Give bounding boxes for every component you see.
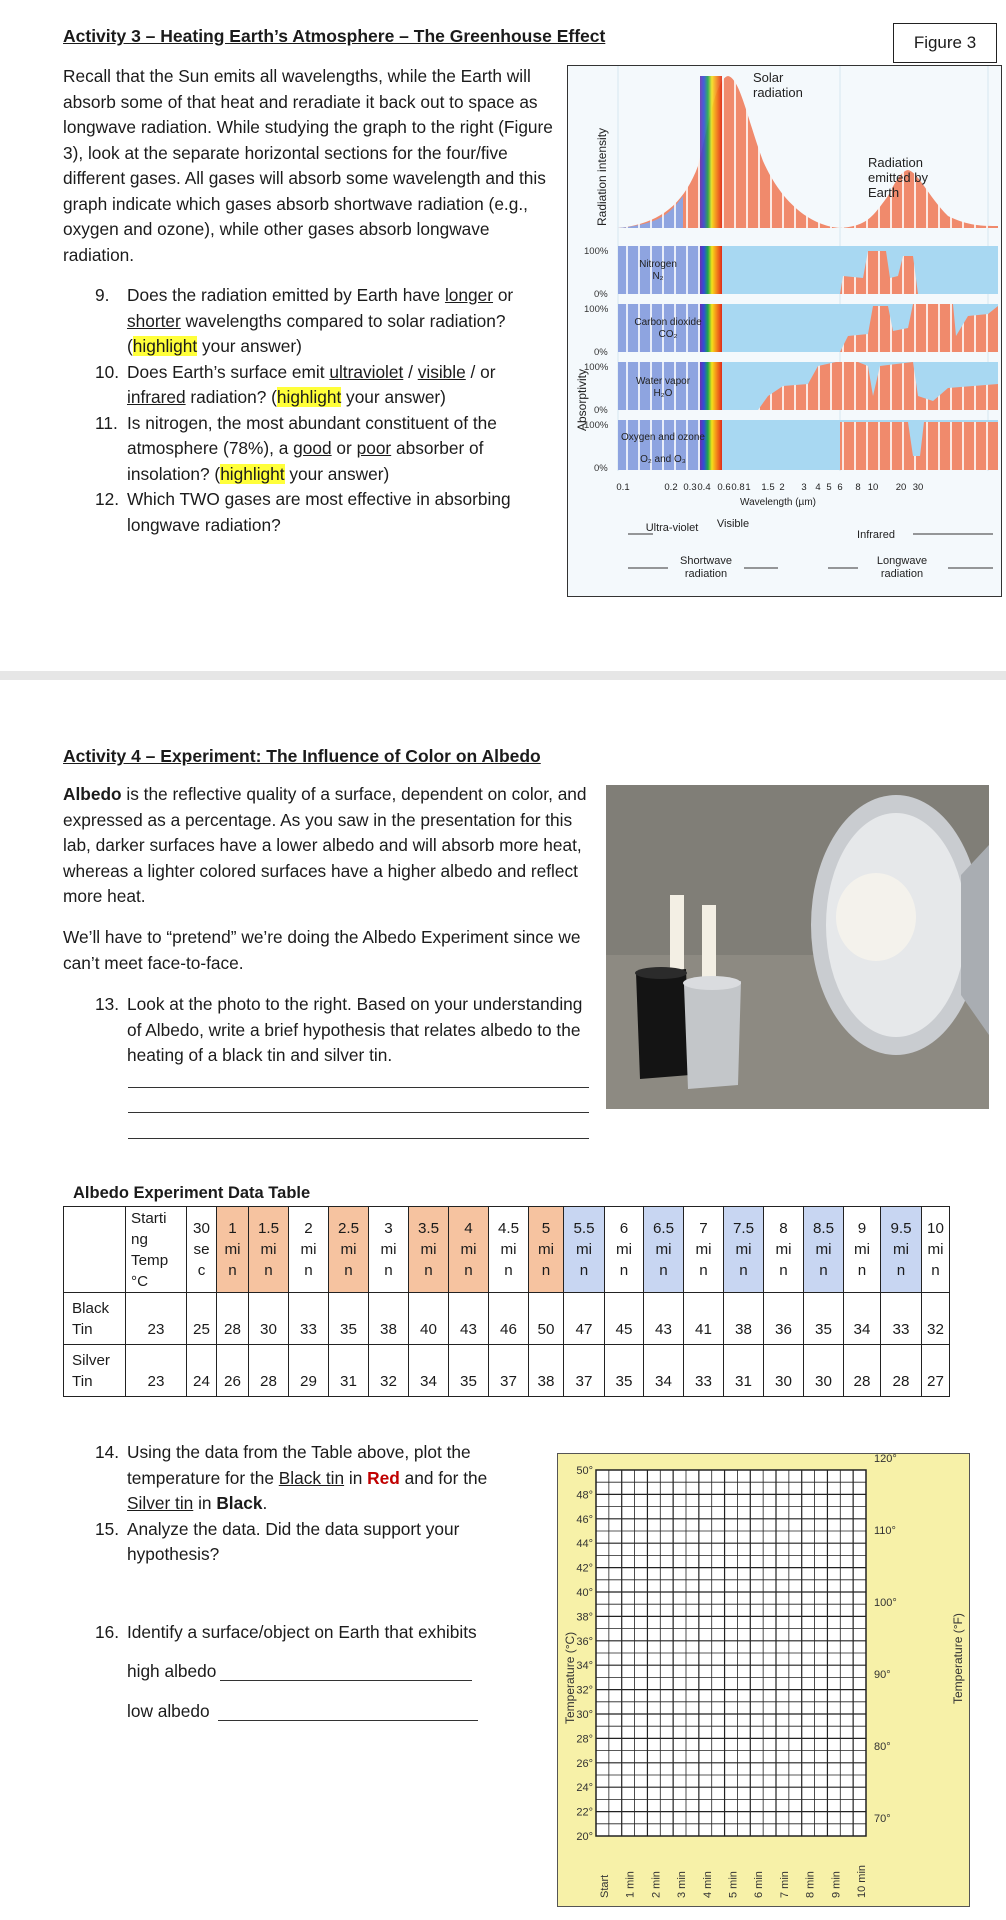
svg-text:0%: 0% xyxy=(594,405,608,416)
time-header-14: 7.5 mi n xyxy=(724,1207,764,1293)
activity3-title: Activity 3 – Heating Earth’s Atmosphere – The Greenhouse Effect xyxy=(63,26,606,46)
time-header-2: 1.5 mi n xyxy=(249,1207,289,1293)
black-tin-value: 43 xyxy=(644,1293,684,1345)
silver-tin-value: 33 xyxy=(684,1345,724,1397)
option-infrared[interactable]: infrared xyxy=(127,387,186,407)
svg-text:1.5: 1.5 xyxy=(761,482,775,493)
celsius-tick: 36° xyxy=(576,1635,593,1648)
celsius-tick: 44° xyxy=(576,1538,593,1551)
band-longwave-2: radiation xyxy=(880,568,924,580)
gas-label-nitrogen: Nitrogen xyxy=(639,259,677,270)
svg-text:0.8: 0.8 xyxy=(731,482,745,493)
hypothesis-answer-line-2[interactable] xyxy=(128,1112,589,1113)
celsius-tick: 48° xyxy=(576,1489,593,1502)
celsius-tick: 24° xyxy=(576,1782,593,1795)
black-tin-value: 46 xyxy=(489,1293,529,1345)
black-tin-value: 45 xyxy=(605,1293,644,1345)
fahrenheit-tick: 110° xyxy=(874,1525,896,1537)
svg-text:H₂O: H₂O xyxy=(653,388,673,399)
black-tin-value: 32 xyxy=(922,1293,950,1345)
figure3-label: Figure 3 xyxy=(913,33,977,52)
black-tin-value: 28 xyxy=(217,1293,249,1345)
question-14: 14. Using the data from the Table above, plot the temperature for the Black tin in Red and for the Silver tin in Black. xyxy=(95,1442,488,1513)
black-tin-value: 30 xyxy=(249,1293,289,1345)
svg-text:0%: 0% xyxy=(594,347,608,358)
hypothesis-answer-line-3[interactable] xyxy=(128,1138,589,1139)
fahrenheit-tick: 80° xyxy=(874,1741,891,1753)
time-header-13: 7 mi n xyxy=(684,1207,724,1293)
celsius-tick: 28° xyxy=(576,1733,593,1746)
svg-text:3: 3 xyxy=(801,482,807,493)
time-tick: 8 min xyxy=(804,1871,817,1898)
celsius-tick: 38° xyxy=(576,1611,593,1624)
wavelength-label: Wavelength (µm) xyxy=(740,497,816,508)
black-tin-value: 33 xyxy=(289,1293,329,1345)
svg-text:2: 2 xyxy=(779,482,785,493)
silver-tin-value: 28 xyxy=(249,1345,289,1397)
silver-tin-value: 30 xyxy=(764,1345,804,1397)
silver-tin-value: 31 xyxy=(724,1345,764,1397)
svg-text:0.6: 0.6 xyxy=(717,482,731,493)
svg-text:5: 5 xyxy=(826,482,832,493)
time-header-4: 2.5 mi n xyxy=(329,1207,369,1293)
solar-label-1: Solar xyxy=(753,70,784,85)
black-tin-value: 33 xyxy=(881,1293,922,1345)
svg-text:4: 4 xyxy=(815,482,821,493)
time-header-12: 6.5 mi n xyxy=(644,1207,684,1293)
celsius-tick: 42° xyxy=(576,1562,593,1575)
silver-tin-value: 35 xyxy=(449,1345,489,1397)
silver-tin-value: 37 xyxy=(564,1345,605,1397)
celsius-tick: 32° xyxy=(576,1684,593,1697)
silver-tin-start: 23 xyxy=(126,1345,187,1397)
question-12: 12. Which TWO gases are most effective in absorbing longwave radiation? xyxy=(95,489,511,535)
question-13: 13. Look at the photo to the right. Based on your understanding of Albedo, write a brief hypothesis that relates albedo to the heating of a black tin and silver tin. xyxy=(95,994,583,1065)
earth-label-2: emitted by xyxy=(868,170,928,185)
activity3-intro: Recall that the Sun emits all wavelengths, while the Earth will absorb some of that heat and reradiate it back out to space as longwave radiation. While studying the graph to the right (Figure 3), look at the separate horizontal sections for the four/five different gases. All gases will absorb some wavelength and this graph indicate which gases absorb shortwave radiation (e.g., oxygen and ozone), while other gases absorb longwave radiation. xyxy=(63,66,553,265)
gas-label-oxygen-ozone: Oxygen and ozone xyxy=(621,432,705,443)
time-header-6: 3.5 mi n xyxy=(409,1207,449,1293)
black-tin-value: 35 xyxy=(804,1293,844,1345)
silver-tin-value: 38 xyxy=(529,1345,564,1397)
band-longwave-1: Longwave xyxy=(876,555,928,567)
albedo-data-table xyxy=(63,1206,950,1397)
celsius-tick: 30° xyxy=(576,1709,593,1721)
svg-text:0.4: 0.4 xyxy=(697,482,711,493)
svg-text:8: 8 xyxy=(855,482,861,493)
time-tick: 2 min xyxy=(650,1871,663,1898)
option-longer[interactable]: longer xyxy=(444,285,494,305)
black-tin-value: 25 xyxy=(187,1293,217,1345)
svg-text:6: 6 xyxy=(837,482,843,493)
albedo-experiment-photo xyxy=(606,785,989,1109)
svg-text:0.3: 0.3 xyxy=(683,482,697,493)
band-visible: Visible xyxy=(716,518,750,530)
band-shortwave-2: radiation xyxy=(684,568,728,580)
start-temp-header: Starti ng Temp °C xyxy=(126,1207,187,1293)
time-header-3: 2 mi n xyxy=(289,1207,329,1293)
option-shorter[interactable]: shorter xyxy=(127,310,181,331)
high-albedo-answer-line[interactable] xyxy=(220,1680,472,1681)
svg-text:1: 1 xyxy=(745,482,751,493)
time-tick: 10 min xyxy=(856,1864,868,1898)
svg-text:100%: 100% xyxy=(584,362,609,373)
band-infrared: Infrared xyxy=(857,529,895,541)
svg-text:100%: 100% xyxy=(584,246,609,257)
svg-text:O₂ and O₃: O₂ and O₃ xyxy=(640,454,686,465)
fahrenheit-tick: 90° xyxy=(874,1669,891,1681)
plot-y2-label: Temperature (°F) xyxy=(951,1613,965,1704)
svg-text:30: 30 xyxy=(912,482,924,493)
svg-text:100%: 100% xyxy=(584,304,609,315)
silver-tin-value: 29 xyxy=(289,1345,329,1397)
time-header-9: 5 mi n xyxy=(529,1207,564,1293)
y-label-intensity: Radiation intensity xyxy=(595,127,609,226)
black-tin-value: 36 xyxy=(764,1293,804,1345)
black-tin-value: 38 xyxy=(724,1293,764,1345)
silver-tin-value: 32 xyxy=(369,1345,409,1397)
time-header-18: 9.5 mi n xyxy=(881,1207,922,1293)
plot-y-label: Temperature (°C) xyxy=(563,1631,577,1724)
plot-svg xyxy=(558,1454,968,1905)
band-ultraviolet: Ultra-violet xyxy=(645,522,699,534)
temperature-plot-grid[interactable] xyxy=(557,1453,970,1907)
question-15: 15. Analyze the data. Did the data support your hypothesis? xyxy=(95,1518,460,1564)
question-16-list xyxy=(95,1620,535,1646)
silver-tin-value: 31 xyxy=(329,1345,369,1397)
black-tin-value: 40 xyxy=(409,1293,449,1345)
y-label-absorptivity: Absorptivity xyxy=(575,368,589,431)
silver-tin-value: 35 xyxy=(605,1345,644,1397)
black-tin-value: 35 xyxy=(329,1293,369,1345)
figure3 xyxy=(567,65,1002,597)
silver-tin-value: 28 xyxy=(881,1345,922,1397)
svg-text:0%: 0% xyxy=(594,289,608,300)
question-11: 11. Is nitrogen, the most abundant constituent of the atmosphere (78%), a good or poor absorber of insolation? (highlight your answer) xyxy=(95,412,497,484)
time-tick: 7 min xyxy=(778,1871,791,1898)
svg-text:0%: 0% xyxy=(594,463,608,474)
activity4-title: Activity 4 – Experiment: The Influence of Color on Albedo xyxy=(63,746,541,766)
celsius-tick: 46° xyxy=(576,1513,593,1526)
time-header-10: 5.5 mi n xyxy=(564,1207,605,1293)
time-header-5: 3 mi n xyxy=(369,1207,409,1293)
gas-label-co2: Carbon dioxide xyxy=(634,317,702,328)
table-row-black-tin: Black Tin 23 25 28 30 33 35 38 40 43 46 50 47 45 43 41 38 36 35 34 33 32 xyxy=(64,1293,950,1345)
option-poor[interactable]: poor xyxy=(356,438,392,458)
fahrenheit-tick: 70° xyxy=(874,1813,891,1825)
time-tick: 9 min xyxy=(830,1871,843,1898)
time-header-16: 8.5 mi n xyxy=(804,1207,844,1293)
table-title: Albedo Experiment Data Table xyxy=(73,1184,311,1202)
celsius-tick: 34° xyxy=(576,1660,593,1673)
option-visible[interactable]: visible xyxy=(417,361,466,382)
celsius-tick: 20° xyxy=(576,1831,593,1843)
gas-label-water-vapor: Water vapor xyxy=(635,376,691,387)
time-header-8: 4.5 mi n xyxy=(489,1207,529,1293)
time-tick: 5 min xyxy=(727,1871,740,1898)
low-albedo-label: low albedo xyxy=(127,1701,210,1721)
earth-label-3: Earth xyxy=(868,185,900,200)
high-albedo-label: high albedo xyxy=(127,1661,217,1681)
black-tin-value: 50 xyxy=(529,1293,564,1345)
fahrenheit-tick: 120° xyxy=(874,1454,897,1465)
question-10: 10. Does Earth’s surface emit ultraviolet / visible / or infrared radiation? (highlight your answer) xyxy=(95,361,496,407)
time-header-19: 10 mi n xyxy=(922,1207,950,1293)
solar-label-2: radiation xyxy=(753,85,803,100)
svg-text:CO₂: CO₂ xyxy=(658,329,678,340)
question-13-list xyxy=(95,992,595,1069)
black-tin-start: 23 xyxy=(126,1293,187,1345)
table-row-silver-tin: Silver Tin 23 24 26 28 29 31 32 34 35 37 38 37 35 34 33 31 30 30 28 28 27 xyxy=(64,1345,950,1397)
pretend-note: We’ll have to “pretend” we’re doing the Albedo Experiment since we can’t meet face-to-face. xyxy=(63,927,581,973)
svg-text:20: 20 xyxy=(895,482,907,493)
silver-tin-value: 24 xyxy=(187,1345,217,1397)
svg-text:0.1: 0.1 xyxy=(616,482,630,493)
celsius-tick: 22° xyxy=(576,1806,593,1819)
svg-text:100%: 100% xyxy=(584,420,609,431)
svg-text:10: 10 xyxy=(867,482,879,493)
silver-tin-value: 30 xyxy=(804,1345,844,1397)
question-9: 9. Does the radiation emitted by Earth have longer or shorter wavelengths compared to solar radiation? (highlight your answer) xyxy=(95,285,514,356)
silver-tin-value: 28 xyxy=(844,1345,881,1397)
time-header-7: 4 mi n xyxy=(449,1207,489,1293)
svg-text:N₂: N₂ xyxy=(652,271,664,282)
fahrenheit-tick: 100° xyxy=(874,1597,897,1609)
low-albedo-answer-line[interactable] xyxy=(218,1720,478,1721)
svg-text:0.2: 0.2 xyxy=(664,482,678,493)
option-good[interactable]: good xyxy=(293,438,332,458)
time-tick: 1 min xyxy=(624,1871,637,1898)
hypothesis-answer-line-1[interactable] xyxy=(128,1087,589,1088)
time-header-15: 8 mi n xyxy=(764,1207,804,1293)
time-header-1: 1 mi n xyxy=(217,1207,249,1293)
black-tin-value: 38 xyxy=(369,1293,409,1345)
time-header-11: 6 mi n xyxy=(605,1207,644,1293)
black-tin-value: 43 xyxy=(449,1293,489,1345)
time-tick: 3 min xyxy=(676,1871,689,1898)
figure3-graphic xyxy=(568,66,1001,596)
time-header-0: 30 se c xyxy=(187,1207,217,1293)
time-tick: 6 min xyxy=(753,1871,766,1898)
time-tick: Start xyxy=(599,1874,611,1898)
black-tin-value: 47 xyxy=(564,1293,605,1345)
questions-14-16 xyxy=(95,1440,535,1568)
earth-label-1: Radiation xyxy=(868,155,923,170)
silver-tin-value: 34 xyxy=(644,1345,684,1397)
silver-tin-value: 26 xyxy=(217,1345,249,1397)
silver-tin-value: 34 xyxy=(409,1345,449,1397)
option-ultraviolet[interactable]: ultraviolet xyxy=(329,361,404,382)
albedo-intro: Albedo is the reflective quality of a surface, dependent on color, and expressed as a percentage. As you saw in the presentation for this lab, darker surfaces have a lower albedo and will absorb more heat, whereas a lighter colored surfaces have a higher albedo and reflect more heat. xyxy=(63,784,587,906)
silver-tin-value: 37 xyxy=(489,1345,529,1397)
black-tin-value: 41 xyxy=(684,1293,724,1345)
section-divider xyxy=(0,671,1006,680)
time-tick: 4 min xyxy=(701,1871,714,1898)
time-header-17: 9 mi n xyxy=(844,1207,881,1293)
table-header-row xyxy=(64,1207,950,1293)
celsius-tick: 50° xyxy=(576,1465,593,1477)
question-16: 16. Identify a surface/object on Earth that exhibits xyxy=(95,1622,477,1642)
celsius-tick: 40° xyxy=(576,1587,593,1599)
band-shortwave-1: Shortwave xyxy=(680,555,732,567)
figure3-label-box xyxy=(893,23,997,63)
activity3-questions xyxy=(95,283,545,538)
black-tin-value: 34 xyxy=(844,1293,881,1345)
celsius-tick: 26° xyxy=(576,1757,593,1770)
silver-tin-value: 27 xyxy=(922,1345,950,1397)
